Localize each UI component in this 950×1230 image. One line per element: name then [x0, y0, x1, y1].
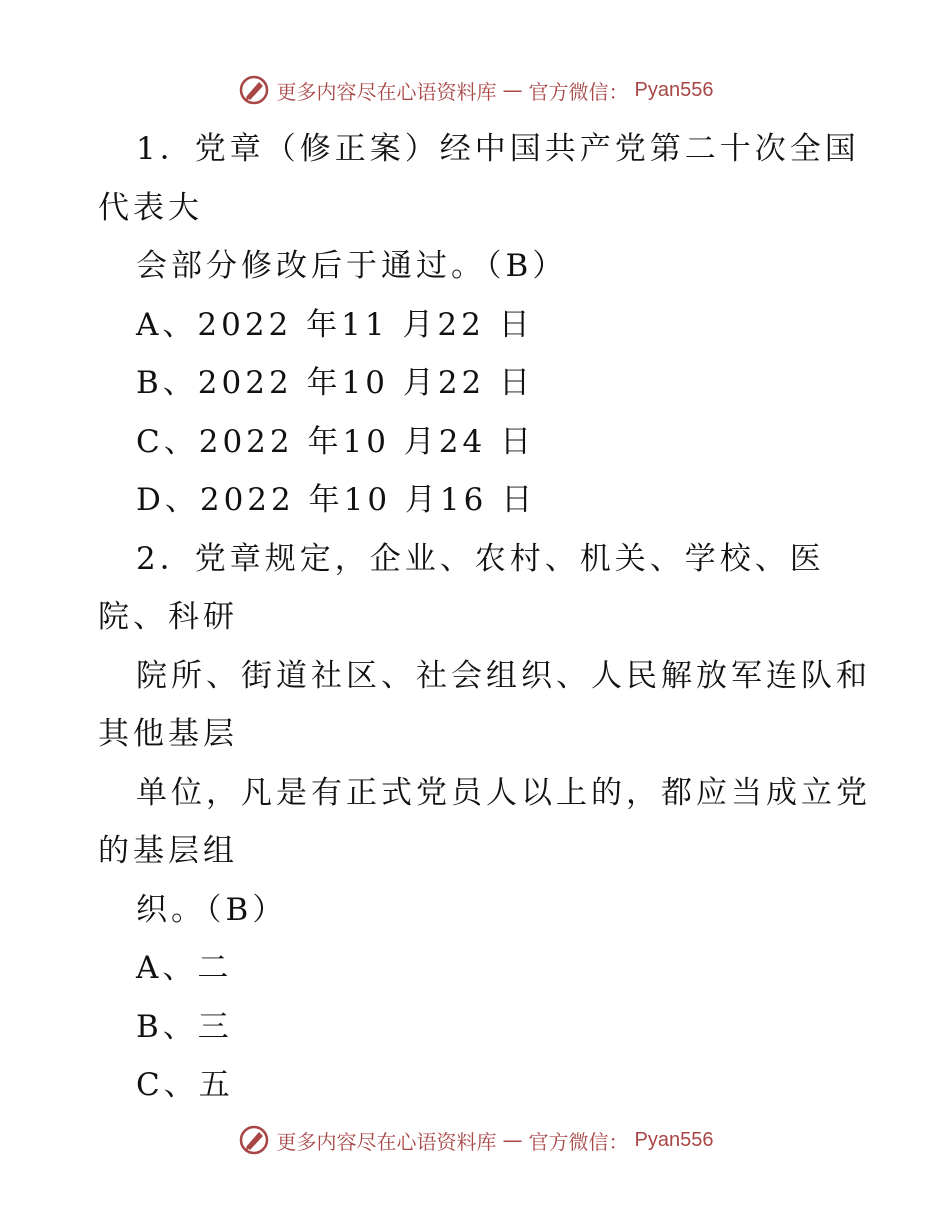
text-line: 1．党章（修正案）经中国共产党第二十次全国: [136, 131, 860, 167]
header-watermark: [0, 70, 950, 110]
watermark-row: [237, 73, 714, 107]
text-line: 院所、街道社区、社会组织、人民解放军连队和: [136, 657, 871, 694]
text-line: 织。（B）: [136, 891, 288, 928]
text-line: B、三: [136, 1008, 233, 1045]
text-line: 的基层组: [98, 833, 238, 869]
text-line: 其他基层: [98, 716, 238, 752]
footer-wechat-label: 官方微信：: [528, 1129, 629, 1154]
footer-wechat-id: Pyan556: [634, 1128, 714, 1151]
header-wechat-id: Pyan556: [634, 78, 714, 101]
text-line: 会部分修改后于通过。（B）: [136, 248, 568, 284]
header-wechat-label: 官方微信：: [528, 79, 629, 104]
footer-dash: —: [502, 1128, 523, 1152]
footer-watermark: [0, 1120, 950, 1160]
text-line: 2．党章规定，企业、农村、机关、学校、医: [136, 540, 825, 577]
pen-logo-icon: [237, 73, 271, 107]
document-body: [98, 120, 888, 1115]
text-line: A、二: [136, 950, 233, 986]
header-slogan: 更多内容尽在心语资料库: [276, 79, 497, 104]
text-line: A、2022 年11 月22 日: [136, 306, 534, 343]
text-line: C、2022 年10 月24 日: [136, 423, 536, 460]
text-line: 院、科研: [98, 599, 238, 635]
header-dash: —: [502, 78, 523, 102]
pen-logo-icon: [237, 1123, 271, 1157]
text-line: D、2022 年10 月16 日: [136, 482, 537, 518]
text-line: B、2022 年10 月22 日: [136, 365, 535, 401]
text-line: C、五: [136, 1067, 234, 1103]
text-line: 单位，凡是有正式党员人以上的，都应当成立党: [136, 774, 871, 811]
text-line: 代表大: [98, 189, 203, 226]
watermark-row: [237, 1123, 714, 1157]
footer-slogan: 更多内容尽在心语资料库: [276, 1129, 497, 1154]
